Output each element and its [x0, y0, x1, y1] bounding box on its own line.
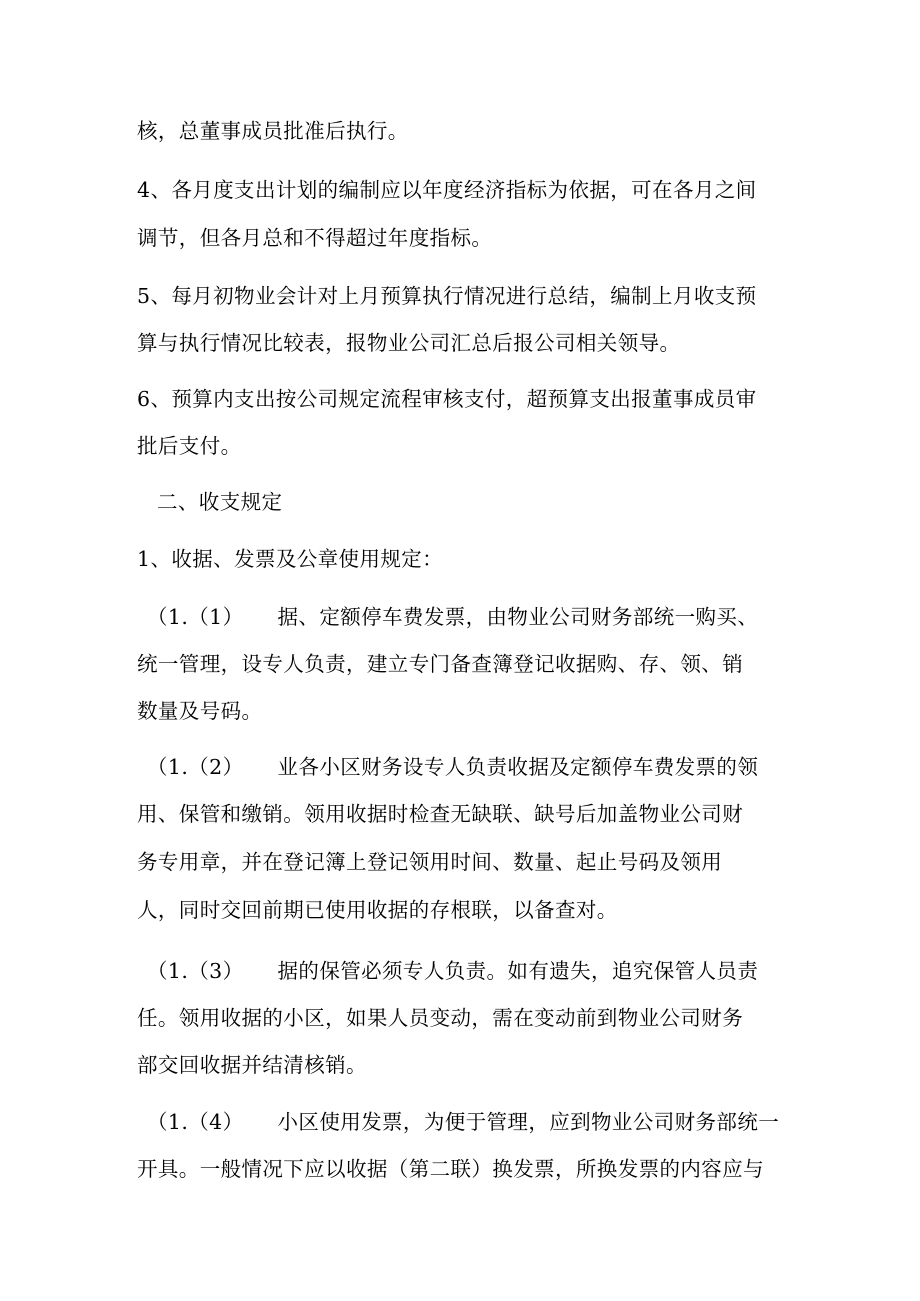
text-line: 算与执行情况比较表，报物业公司汇总后报公司相关领导。: [137, 331, 681, 355]
text-line: 数量及号码。: [137, 699, 263, 723]
text-line: 务专用章，并在登记簿上登记领用时间、数量、起止号码及领用: [137, 850, 723, 874]
item-marker: （1.（3）: [147, 959, 244, 983]
item-text: 据、定额停车费发票，由物业公司财务部统一购买、: [277, 605, 759, 629]
item-text: 据的保管必须专人负责。如有遗失，追究保管人员责: [277, 959, 759, 983]
text-line: 调节，但各月总和不得超过年度指标。: [137, 226, 493, 250]
text-line: 用、保管和缴销。领用收据时检查无缺联、缺号后加盖物业公司财: [137, 802, 744, 826]
numbered-item: [147, 1108, 779, 1136]
text-line: 1、收据、发票及公章使用规定：: [137, 547, 444, 571]
text-line: 统一管理，设专人负责，建立专门备查簿登记收据购、存、领、销: [137, 652, 744, 676]
item-marker: （1.（2）: [147, 755, 244, 779]
item-marker: （1.（4）: [147, 1110, 244, 1134]
text-line: 人，同时交回前期已使用收据的存根联，以备查对。: [137, 898, 618, 922]
numbered-item: [147, 957, 758, 985]
numbered-item: [147, 753, 758, 781]
item-text: 业各小区财务设专人负责收据及定额停车费发票的领: [277, 755, 759, 779]
text-line: 部交回收据并结清核销。: [137, 1053, 367, 1077]
text-line: 4、各月度支出计划的编制应以年度经济指标为依据，可在各月之间: [137, 178, 757, 202]
item-marker: （1.（1）: [147, 605, 244, 629]
text-line: 批后支付。: [137, 434, 242, 458]
text-line: 任。领用收据的小区，如果人员变动，需在变动前到物业公司财务: [137, 1006, 744, 1030]
text-line: 5、每月初物业会计对上月预算执行情况进行总结，编制上月收支预: [137, 284, 757, 308]
text-line: 6、预算内支出按公司规定流程审核支付，超预算支出报董事成员审: [137, 387, 757, 411]
item-text: 小区使用发票，为便于管理，应到物业公司财务部统一: [277, 1110, 780, 1134]
text-line: 核，总董事成员批准后执行。: [137, 119, 409, 143]
section-heading: 二、收支规定: [157, 490, 283, 514]
text-line: 开具。一般情况下应以收据（第二联）换发票，所换发票的内容应与: [137, 1157, 764, 1181]
numbered-item: [147, 603, 758, 631]
